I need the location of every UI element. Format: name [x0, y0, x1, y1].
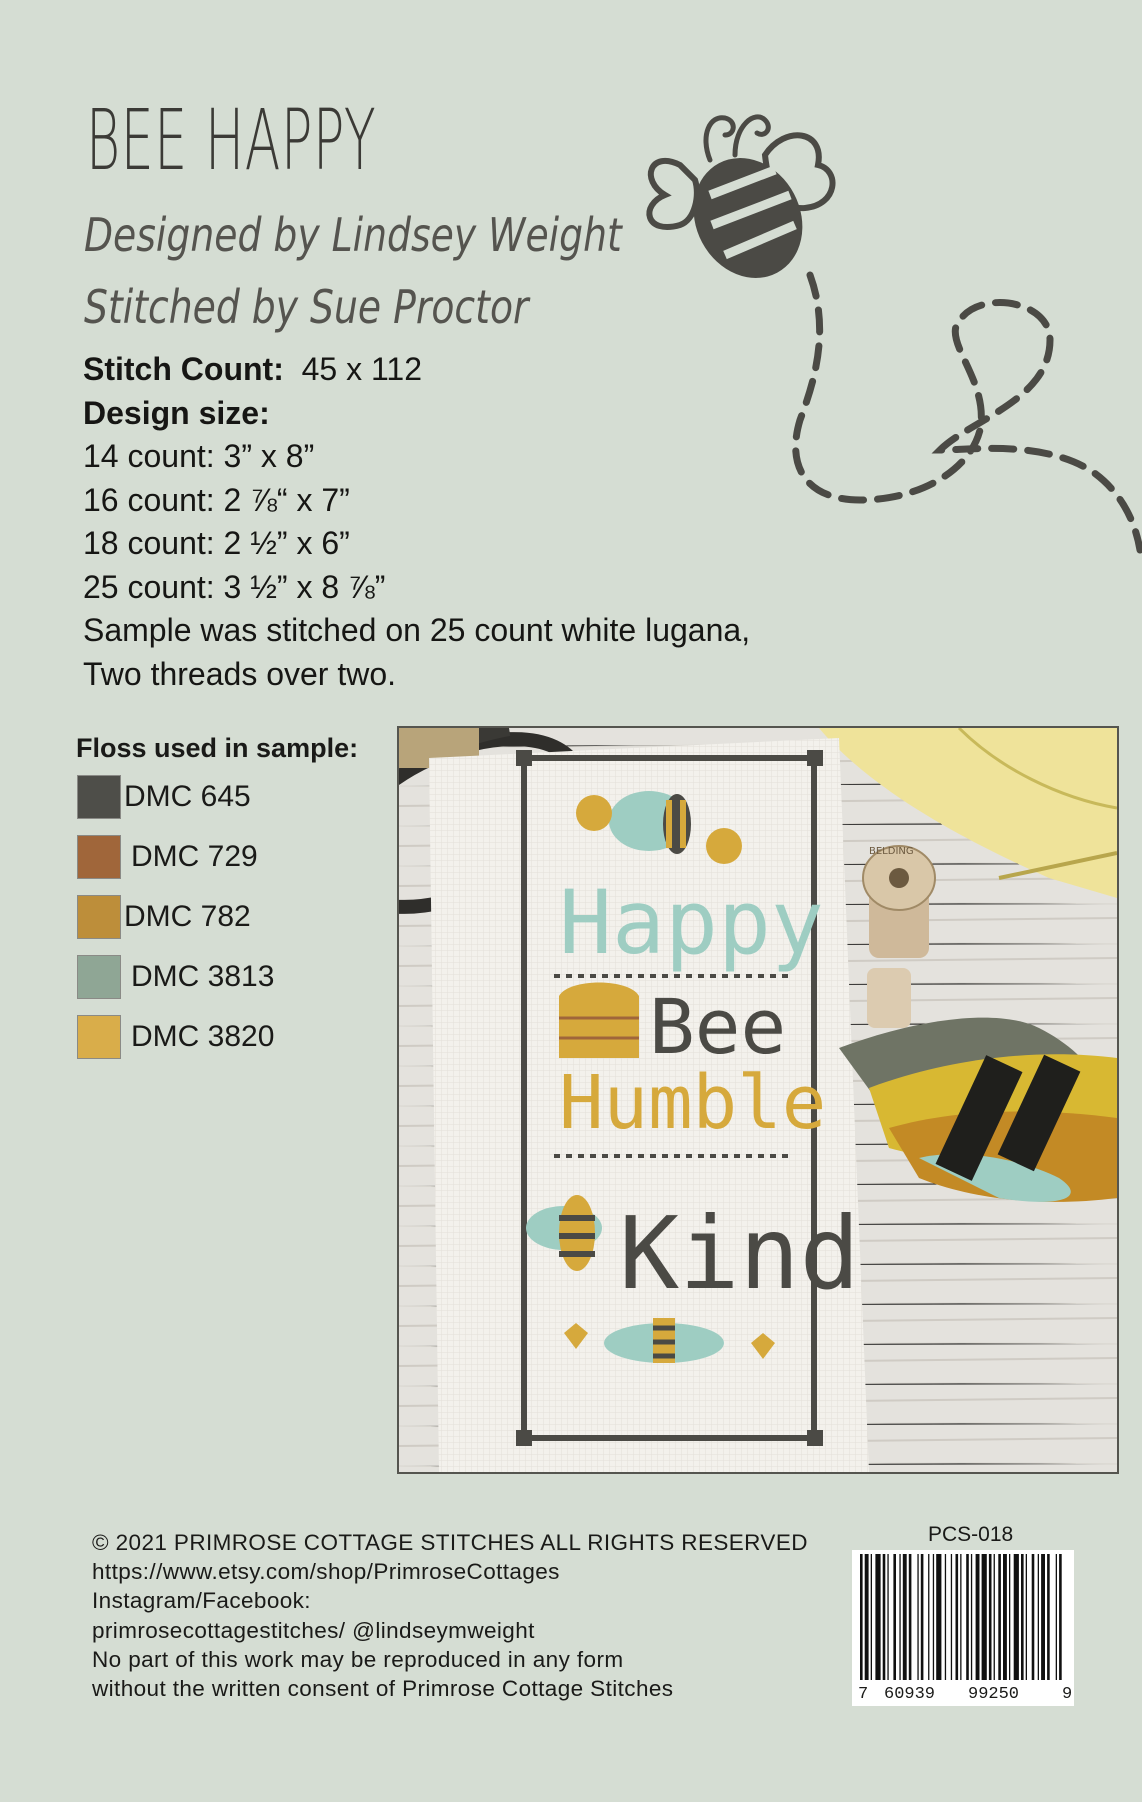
stitch-count-label: Stitch Count:	[83, 351, 284, 387]
barcode-bar	[1003, 1554, 1007, 1680]
floss-label: DMC 3813	[131, 960, 275, 993]
stitched-word-happy: Happy	[559, 871, 824, 974]
floss-swatch	[77, 835, 121, 879]
barcode-bar	[994, 1554, 995, 1680]
barcode-bar	[1056, 1554, 1057, 1680]
barcode-bar	[1059, 1554, 1062, 1680]
barcode-bar	[956, 1554, 959, 1680]
floss-item	[77, 774, 251, 820]
notice-line: No part of this work may be reproduced in any form	[92, 1646, 624, 1672]
barcode-bar	[1041, 1554, 1045, 1680]
barcode-bar	[875, 1554, 880, 1680]
floss-item	[77, 954, 274, 1000]
barcode-bar	[989, 1554, 992, 1680]
floss-item	[77, 894, 251, 940]
barcode	[852, 1550, 1074, 1706]
barcode-bar	[860, 1554, 863, 1680]
barcode-digits-right: 99250	[968, 1685, 1020, 1704]
barcode-bar	[928, 1554, 929, 1680]
barcode-bar	[1038, 1554, 1039, 1680]
barcode-bar	[1026, 1554, 1027, 1680]
barcode-bar	[1021, 1554, 1024, 1680]
floss-label: DMC 645	[124, 780, 251, 813]
size-row: 25 count: 3 ½” x 8 ⅞”	[83, 568, 386, 605]
spool-label: BELDING	[869, 846, 914, 857]
barcode-bar	[976, 1554, 980, 1680]
barcode-bar	[893, 1554, 896, 1680]
sample-photo	[397, 726, 1119, 1474]
shop-link[interactable]: https://www.etsy.com/shop/PrimroseCottages	[92, 1559, 560, 1585]
floss-title: Floss used in sample:	[76, 733, 359, 763]
barcode-bar	[966, 1554, 969, 1680]
barcode-bar	[865, 1554, 869, 1680]
barcode-bars	[852, 1550, 1074, 1685]
size-row: 14 count: 3” x 8”	[83, 438, 315, 474]
barcode-bar	[899, 1554, 900, 1680]
social-label: Instagram/Facebook:	[92, 1588, 311, 1614]
stitched-word-kind: Kind	[619, 1195, 860, 1312]
stitched-word-humble: Humble	[559, 1060, 827, 1146]
size-row: 16 count: 2 ⅞“ x 7”	[83, 481, 350, 518]
barcode-digit-last: 9	[1062, 1685, 1073, 1704]
pattern-title: BEE HAPPY	[86, 91, 377, 189]
stitch-count-row	[83, 348, 750, 392]
barcode-digits-left: 60939	[884, 1685, 936, 1704]
stitch-count-value: 45 x 112	[301, 351, 423, 387]
barcode-bar	[921, 1554, 924, 1680]
floss-swatch	[77, 955, 121, 999]
barcode-bar	[1014, 1554, 1019, 1680]
floss-swatch	[77, 895, 121, 939]
design-size-label: Design size:	[83, 394, 270, 431]
barcode-bar	[903, 1554, 907, 1680]
barcode-bar	[883, 1554, 886, 1680]
thread-note: Two threads over two.	[83, 655, 397, 692]
barcode-bar	[1032, 1554, 1035, 1680]
barcode-bar	[960, 1554, 961, 1680]
floss-item	[77, 834, 258, 880]
notice-line: without the written consent of Primrose Cottage Stitches	[92, 1676, 674, 1702]
barcode-bar	[998, 1554, 1001, 1680]
designer-credit: Designed by Lindsey Weight	[84, 208, 622, 262]
specs-block	[83, 348, 750, 696]
floss-swatch	[77, 775, 121, 819]
floss-label: DMC 782	[124, 900, 251, 933]
barcode-bar	[933, 1554, 934, 1680]
barcode-bar	[945, 1554, 946, 1680]
footer	[92, 1528, 808, 1703]
floss-item	[77, 1014, 274, 1060]
barcode-bar	[1009, 1554, 1010, 1680]
product-code: PCS-018	[928, 1523, 1014, 1546]
barcode-bar	[917, 1554, 918, 1680]
copyright: © 2021 PRIMROSE COTTAGE STITCHES ALL RIGHTS RESERVED	[92, 1530, 808, 1555]
social-handles: primrosecottagestitches/ @lindseymweight	[92, 1617, 535, 1643]
barcode-bar	[887, 1554, 888, 1680]
floss-label: DMC 729	[131, 840, 258, 873]
floss-label: DMC 3820	[131, 1020, 275, 1053]
barcode-bar	[982, 1554, 987, 1680]
barcode-bar	[871, 1554, 872, 1680]
barcode-bar	[1047, 1554, 1050, 1680]
barcode-bar	[971, 1554, 972, 1680]
barcode-bar	[909, 1554, 912, 1680]
stitcher-credit: Stitched by Sue Proctor	[84, 280, 529, 334]
fabric-note: Sample was stitched on 25 count white lugana,	[83, 612, 751, 648]
stitched-word-bee: Bee	[649, 982, 787, 1071]
floss-swatch	[77, 1015, 121, 1059]
barcode-bar	[936, 1554, 941, 1680]
sample-photo-illustration	[399, 728, 1117, 1472]
barcode-digit-first: 7	[858, 1685, 869, 1704]
size-row: 18 count: 2 ½” x 6”	[83, 525, 350, 561]
barcode-bar	[951, 1554, 952, 1680]
